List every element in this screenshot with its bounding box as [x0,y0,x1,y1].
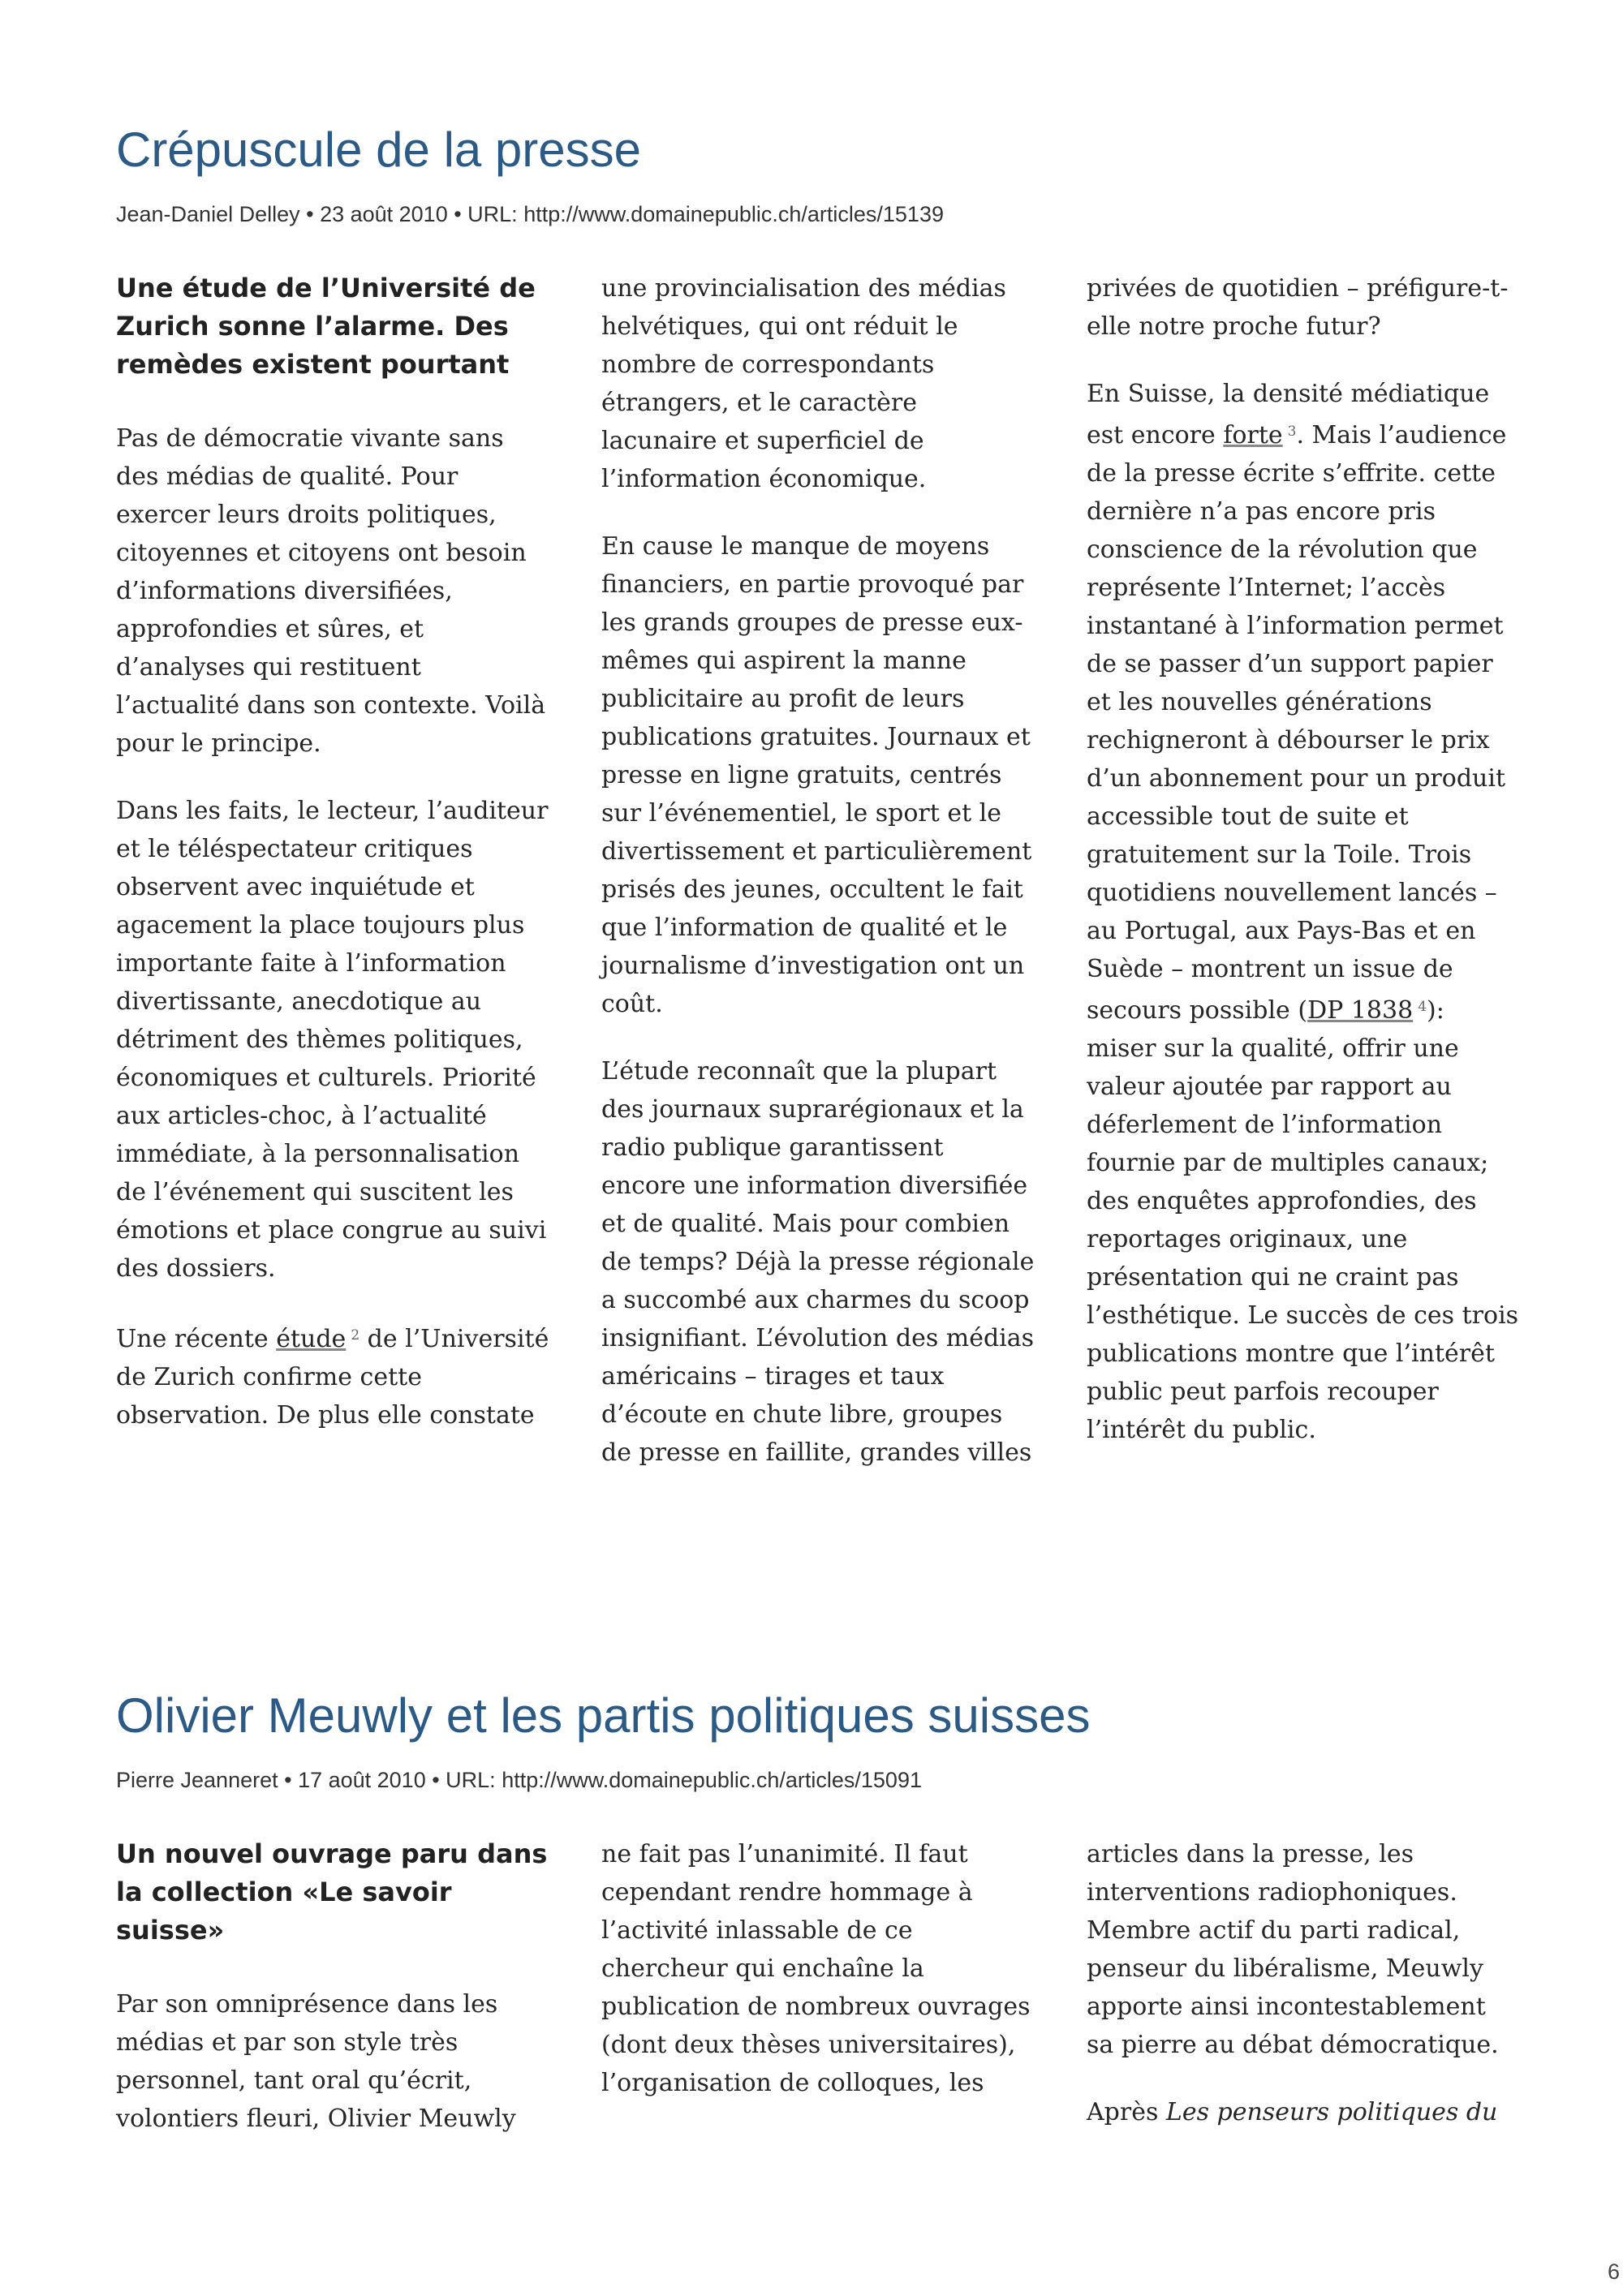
article-2 [116,1688,1520,2290]
text: . Mais l’audience de la presse écrite s’effrite. cette dernière n’a pas encore pris conscience de la révolution que représente l’Internet; l’accès instantané à l’information permet de se passer d’un support papier et les nouvelles générations rechigneront à débourser le prix d’un abonnement pour un produit accessible tout de suite et gratuitement sur la Toile. Trois quotidiens nouvellement lancés – au Portugal, aux Pays-Bas et en Suède – montrent un issue de secours possible ( [1087,421,1507,1025]
article-meta[interactable]: Pierre Jeanneret • 17 août 2010 • URL: http://www.domainepublic.ch/articles/15091 [116,1768,922,1792]
article-lead: Un nouvel ouvrage paru dans la collection «Le savoir suisse» [116,1838,548,1946]
dp-1838-link[interactable]: DP 1838 [1307,996,1414,1025]
text: En Suisse, la densité médiatique est encore [1087,380,1490,449]
paragraph: Pas de démocratie vivante sans des médias de qualité. Pour exercer leurs droits politiques, citoyennes et citoyens ont besoin d’informations diversifiées, approfondies et sûres, et d’analyses qui restituent l’actualité dans son contexte. Voilà pour le principe. [116,424,546,758]
text: ): miser sur la qualité, offrir une valeur ajoutée par rapport au déferlement de l’information fournie par de multiples canaux; des enquêtes approfondies, des reportages originaux, une présentation qui ne craint pas l’esthétique. Le succès de ces trois publications montre que l’intérêt public peut parfois recouper l’intérêt du public. [1087,996,1519,1444]
article-title: Olivier Meuwly et les partis politiques suisses [116,1688,1091,1743]
footnote-marker[interactable]: 2 [351,1327,360,1344]
paragraph: L’étude reconnaît que la plupart des journaux suprarégionaux et la radio publique garantissent encore une information diversifiée et de qualité. Mais pour combien de temps? Déjà la presse régionale a succombé aux charmes du scoop insignifiant. L’évolution des médias américains – tirages et taux d’écoute en chute libre, groupes de presse en faillite, grandes villes privées de quotidien – préfigure-t-elle notre proche futur? [601,274,1509,1467]
article-body [116,1835,1520,2290]
paragraph: Dans les faits, le lecteur, l’auditeur et le téléspectateur critiques observent avec inquiétude et agacement la place toujours plus importante faite à l’information divertissante, anecdotique au détriment des thèmes politiques, économiques et culturels. Priorité aux articles-choc, à l’actualité immédiate, à la personnalisation de l’événement qui suscitent les émotions et place congrue au suivi des dossiers. [116,797,549,1283]
paragraph [1087,375,1520,1449]
paragraph: En cause le manque de moyens financiers, en partie provoqué par les grands groupes de presse eux-mêmes qui aspirent la manne publicitaire au profit de leurs publications gratuites. Journaux et presse en ligne gratuits, centrés sur l’événementiel, le sport et le divertissement et particulièrement prisés des jeunes, occultent le fait que l’information de qualité et le journalisme d’investigation ont un coût. [601,532,1032,1018]
text: Après [1087,2098,1166,2126]
footnote-marker[interactable]: 3 [1287,424,1297,440]
article-title: Crépuscule de la presse [116,123,642,177]
article-body [116,269,1520,1559]
paragraph [1087,2093,1520,2131]
footnote-marker[interactable]: 4 [1418,999,1427,1015]
text: Une récente [116,1325,277,1353]
book-title: Les penseurs politiques du [1165,2098,1498,2126]
article-meta[interactable]: Jean-Daniel Delley • 23 août 2010 • URL: http://www.domainepublic.ch/articles/15139 [116,202,944,226]
forte-link[interactable]: forte [1223,421,1283,449]
text: de l’Université de Zurich confirme cette observation. De plus elle constate une provincialisation des médias helvétiques, qui ont réduit le nombre de correspondants étrangers, et le caractère lacunaire et superficiel de l’information économique. [116,274,1006,1430]
page-number: 6 [1607,2259,1620,2284]
article-lead: Une étude de l’Université de Zurich sonne l’alarme. Des remèdes existent pourtant [116,273,536,380]
paragraph: Par son omniprésence dans les médias et par son style très personnel, tant oral qu’écrit, volontiers fleuri, Olivier Meuwly ne fait pas l’unanimité. Il faut cependant rendre hommage à l’activité inlassable de ce chercheur qui enchaîne la publication de nombreux ouvrages (dont deux thèses universitaires), l’organisation de colloques, les articles dans la presse, les interventions radiophoniques. Membre actif du parti radical, penseur du libéralisme, Meuwly apporte ainsi incontestablement sa pierre au débat démocratique. [116,1840,1499,2133]
article-1 [116,122,1520,1559]
etude-link[interactable]: étude [276,1325,347,1353]
